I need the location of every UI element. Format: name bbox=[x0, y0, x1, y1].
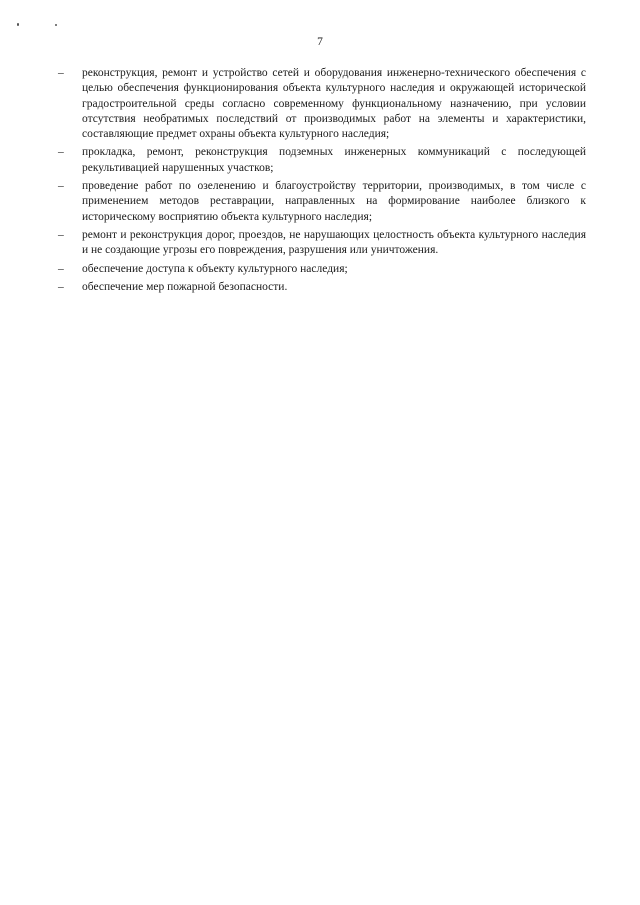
scan-speck bbox=[17, 23, 19, 26]
list-item bbox=[58, 228, 586, 259]
list-bullet: – bbox=[58, 262, 64, 275]
list-item bbox=[58, 262, 586, 277]
list-item-text: ремонт и реконструкция дорог, проездов, не нарушающих целостность объекта культурного наследия и не создающие угрозы его повреждения, разрушения или уничтожения. bbox=[82, 228, 586, 257]
list-item bbox=[58, 280, 586, 295]
list-item-text: реконструкция, ремонт и устройство сетей и оборудования инженерно-технического обеспечения с целью обеспечения функционирования объекта культурного наследия и окружающей исторической градостроительной среды согласно современному функциональному назначению, при условии отсутствия необратимых последствий от производимых работ на элементы и характеристики, составляющие предмет охраны объекта культурного наследия; bbox=[82, 67, 586, 141]
page-number: 7 bbox=[317, 36, 323, 48]
list-bullet: – bbox=[58, 280, 64, 293]
list-item bbox=[58, 145, 586, 176]
list-item-text: обеспечение доступа к объекту культурного наследия; bbox=[82, 262, 348, 275]
list-item-text: проведение работ по озеленению и благоустройству территории, производимых, в том числе с применением методов реставрации, направленных на формирование наиболее близкого к историческому восприятию объекта культурного наследия; bbox=[82, 180, 586, 223]
requirements-list bbox=[58, 66, 586, 298]
list-item-text: прокладка, ремонт, реконструкция подземных инженерных коммуникаций с последующей рекультивацией нарушенных участков; bbox=[82, 146, 586, 174]
list-item bbox=[58, 179, 586, 225]
list-bullet: – bbox=[58, 146, 64, 159]
list-bullet: – bbox=[58, 67, 64, 79]
list-item-text: обеспечение мер пожарной безопасности. bbox=[82, 280, 288, 293]
list-bullet: – bbox=[58, 228, 64, 241]
list-bullet: – bbox=[58, 180, 64, 193]
scan-speck bbox=[55, 24, 57, 26]
list-item bbox=[58, 66, 586, 142]
